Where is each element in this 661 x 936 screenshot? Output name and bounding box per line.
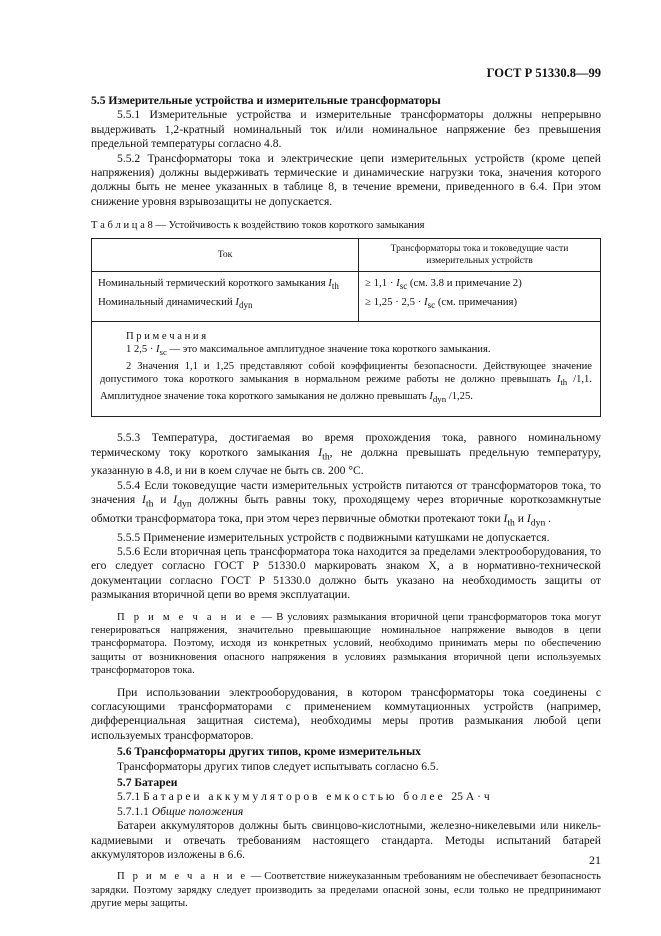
paragraph-protection: При использовании электрооборудования, в котором трансформаторы тока соединены с согласующими трансформаторами с применением коммутационных устройств (например, дифференциальная защитная система), необходимы меры против размыкания любой цепи используемых трансформаторов. xyxy=(91,685,601,742)
page-number: 21 xyxy=(589,853,601,867)
table-cell-current-names xyxy=(92,271,359,321)
table-8 xyxy=(91,238,601,417)
paragraph-5-5-1: 5.5.1 Измерительные устройства и измерительные трансформаторы должны непрерывно выдерживать 1,2-кратный номинальный ток и/или номинальное напряжение без превышения предельной температуры согласно 4.8. xyxy=(91,108,601,151)
paragraph-5-5-4: 5.5.4 Если токоведущие части измерительных устройств питаются от трансформаторов тока, то значения $I_{th}$ и $I_{dyn}$ должны быть равны току, проходящему через вторичные короткозамкнутые обмотки трансформатора тока, при этом через первичные обмотки протекают токи $I_{th}$ и $I_{dyn}$ . xyxy=(91,478,601,529)
subsection-5-7-1-1: 5.7.1.1 Общие положения xyxy=(117,804,244,818)
section-5-6-heading: 5.6 Трансформаторы других типов, кроме измерительных xyxy=(117,745,421,759)
table-row xyxy=(92,271,601,321)
subsection-5-7-1: 5.7.1 Б а т а р е и а к к у м у л я т о р о в е м к о с т ь ю б о л е е 25 А · ч xyxy=(117,790,490,804)
table-caption-text: 8 — Устойчивость к воздействию токов короткого замыкания xyxy=(147,220,425,232)
table-notes-row xyxy=(92,321,601,416)
note-charging: П р и м е ч а н и е — Соответствие нижеуказанным требованиям не обеспечивает безопасность зарядки. Поэтому зарядку следует производить за пределами опасной зоны, если только не предпринимают другие меры защиты. xyxy=(91,871,601,910)
row-dynamic-name: Номинальный динамический $I_{dyn}$ xyxy=(98,296,253,311)
table-header-row xyxy=(92,238,601,271)
row-thermal-name: Номинальный термический короткого замыкания $I_{th}$ xyxy=(98,276,339,291)
table-notes-title: П р и м е ч а н и я xyxy=(126,330,207,342)
table-notes-cell xyxy=(92,321,601,416)
paragraph-5-7-1-1: Батареи аккумуляторов должны быть свинцово-кислотными, железно-никелевыми или никель-кадмиевыми и отвечать требованиям настоящего стандарта. Методы испытаний батарей аккумуляторов изложены в 6.6. xyxy=(91,819,601,862)
section-5-7-heading: 5.7 Батареи xyxy=(117,776,178,790)
table-cell-values xyxy=(359,271,601,321)
row-thermal-value: ≥ $1,1 \cdot I_{sc}$ (см. 3.8 и примечание 2) xyxy=(365,276,522,291)
table-note-2: 2 Значения 1,1 и 1,25 представляют собой коэффициенты безопасности. Действующее значение допустимого тока короткого замыкания в нормальном режиме работы не должно превышать $I_{th}$ /1,1. Амплитудное значение тока короткого замыкания не должно превышать $I_{dyn}$ /1,25. xyxy=(100,360,593,404)
paragraph-5-6: Трансформаторы других типов следует испытывать согласно 6.5. xyxy=(117,759,439,773)
paragraph-5-5-6: 5.5.6 Если вторичная цепь трансформатора тока находится за пределами электрооборудования, то его следует согласно ГОСТ Р 51330.0 маркировать знаком X, а в нормативно-технической документации согласно ГОСТ Р 51330.0 должно быть указано на необходимость защиты от размыкания вторичной цепи во время эксплуатации. xyxy=(91,544,601,602)
table-8-caption xyxy=(91,219,601,233)
paragraph-5-5-2: 5.5.2 Трансформаторы тока и электрические цепи измерительных устройств (кроме цепей напряжения) должны выдерживать термические и динамические нагрузки тока, значения которого должны быть не менее указанных в таблице 8, в течение времени, приведенного в 6.4. При этом снижение уровня взрывозащиты не допускается. xyxy=(91,151,601,208)
note-label: П р и м е ч а н и е xyxy=(117,611,258,623)
note-label: П р и м е ч а н и е xyxy=(117,871,248,883)
table-caption-label: Т а б л и ц а xyxy=(91,220,145,232)
paragraph-5-5-3: 5.5.3 Температура, достигаемая во время прохождения тока, равного номинальному термическому току короткого замыкания $I_{th}$, не должна превышать предельную температуру, указанную в 4.8, и ни в коем случае не быть св. 200 °С. xyxy=(91,431,601,478)
col-header-transformers: Трансформаторы тока и токоведущие части измерительных устройств xyxy=(359,238,601,271)
row-dynamic-value: ≥ $1,25 \cdot 2,5 \cdot I_{sc}$ (см. примечания) xyxy=(365,296,518,311)
table-note-1: 1 $2,5 \cdot I_{sc}$ — это максимальное амплитудное значение тока короткого замыкания. xyxy=(126,344,491,358)
page-content xyxy=(91,92,601,911)
col-header-current: Ток xyxy=(92,238,359,271)
section-5-5-heading: 5.5 Измерительные устройства и измерительные трансформаторы xyxy=(91,94,441,107)
doc-id-header: ГОСТ Р 51330.8—99 xyxy=(486,66,601,80)
note-secondary-circuit: П р и м е ч а н и е — В условиях размыкания вторичной цепи трансформаторов тока могут генерироваться напряжения, значительно превышающие номинальное напряжение выводов в цепи трансформатора. Поэтому, исходя из конкретных условий, необходимо принимать меры по обеспечению защиты от возникновения опасного напряжения в условиях размыкания вторичной цепи используемых трансформаторов тока. xyxy=(91,611,601,677)
paragraph-5-5-5: 5.5.5 Применение измерительных устройств с подвижными катушками не допускается. xyxy=(117,530,550,544)
